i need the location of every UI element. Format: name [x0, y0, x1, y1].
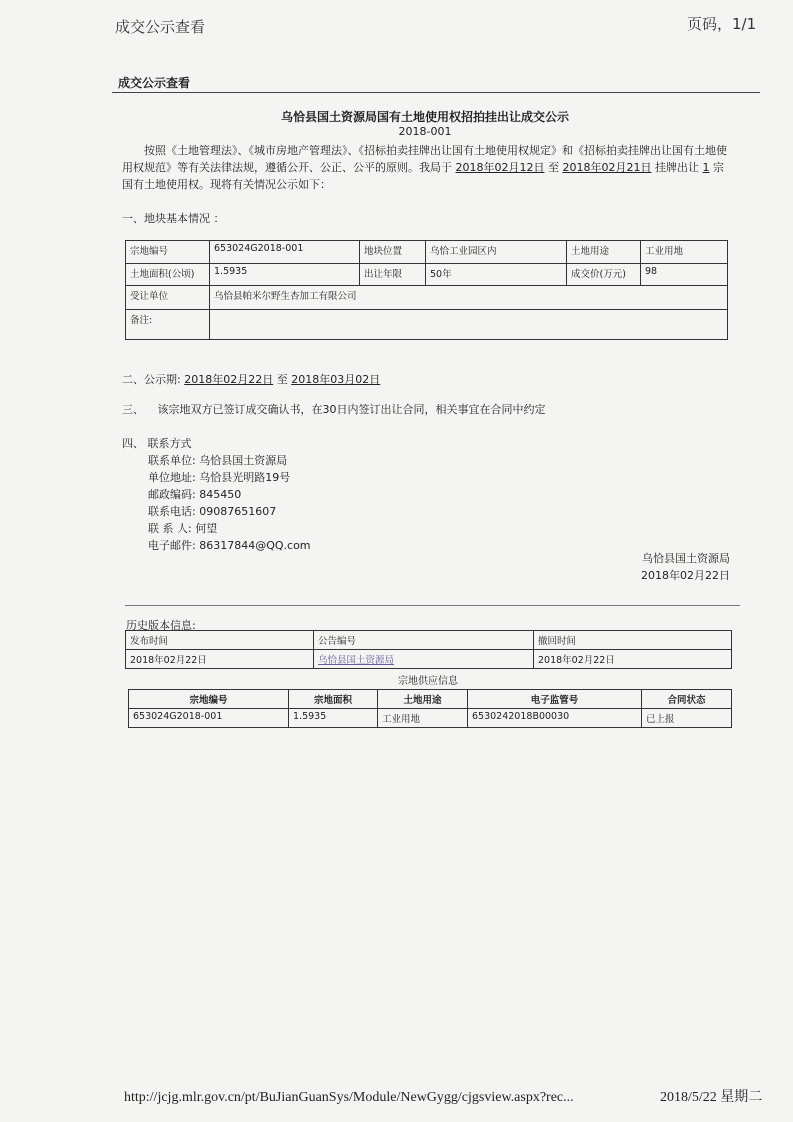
parcel-cell: 653024G2018-001 — [210, 241, 360, 264]
history-header: 发布时间 — [126, 631, 314, 650]
table-row — [129, 709, 732, 728]
contact-label: 邮政编码: — [148, 488, 196, 501]
intro-to: 至 — [548, 161, 559, 174]
contact-value: 乌恰县国土资源局 — [199, 454, 288, 467]
publicity-start-date: 2018年02月22日 — [184, 373, 274, 386]
supply-header: 宗地面积 — [289, 690, 378, 709]
contact-label: 联系电话: — [148, 505, 196, 518]
notice-link-text[interactable]: 乌恰县国土资源局 — [318, 655, 395, 666]
section2-to: 至 — [276, 373, 288, 386]
parcel-cell: 出让年限 — [360, 264, 426, 286]
supply-header: 电子监管号 — [468, 690, 642, 709]
parcel-cell — [210, 310, 728, 340]
contact-value: 乌恰县光明路19号 — [199, 471, 291, 484]
history-table — [125, 630, 732, 669]
signature-date: 2018年02月22日 — [641, 569, 730, 582]
history-cell: 2018年02月22日 — [126, 650, 314, 669]
section3-text: 该宗地双方已签订成交确认书，在30日内签订出让合同，相关事宜在合同中约定 — [157, 403, 546, 416]
signature-org: 乌恰县国土资源局 — [642, 552, 730, 565]
parcel-cell: 98 — [641, 264, 728, 286]
parcel-cell: 1.5935 — [210, 264, 360, 286]
parcel-cell: 工业用地 — [641, 241, 728, 264]
section3-number: 三、 — [122, 403, 144, 416]
intro-paragraph — [122, 142, 728, 193]
table-row — [126, 310, 728, 340]
intro-text-2: 挂牌出让 — [655, 161, 699, 174]
page-heading: 成交公示查看 — [118, 76, 191, 90]
table-row — [126, 631, 732, 650]
parcel-cell: 受让单位 — [126, 286, 210, 310]
history-divider — [125, 605, 740, 606]
supply-cell: 已上报 — [642, 709, 732, 728]
contact-list — [148, 452, 311, 554]
contact-row — [148, 520, 311, 537]
publicity-end-date: 2018年03月02日 — [291, 373, 381, 386]
section2-label: 二、公示期: — [122, 373, 181, 386]
contact-value: 09087651607 — [199, 505, 277, 518]
table-row — [129, 690, 732, 709]
contact-row — [148, 537, 311, 554]
table-row — [126, 241, 728, 264]
parcel-info-table — [125, 240, 728, 340]
parcel-cell: 乌恰县帕米尔野生杏加工有限公司 — [210, 286, 728, 310]
section4-heading: 四、 联系方式 — [122, 437, 192, 450]
parcel-cell: 50年 — [426, 264, 567, 286]
history-notice-link[interactable] — [314, 650, 534, 669]
parcel-cell: 宗地编号 — [126, 241, 210, 264]
print-header-page-number: 页码，1/1 — [687, 15, 757, 33]
parcel-cell: 土地面积(公顷) — [126, 264, 210, 286]
parcel-cell: 地块位置 — [360, 241, 426, 264]
table-row — [126, 264, 728, 286]
parcel-cell: 备注: — [126, 310, 210, 340]
contact-label: 联 系 人: — [148, 522, 192, 535]
notice-title: 乌恰县国土资源局国有土地使用权招拍挂出让成交公示 — [280, 110, 569, 124]
intro-text-3: 宗国有土地使用权。现将有关情况公示如下： — [122, 161, 724, 191]
contact-row — [148, 503, 311, 520]
contact-row — [148, 469, 311, 486]
parcel-cell: 土地用途 — [567, 241, 641, 264]
supply-header: 土地用途 — [378, 690, 468, 709]
supply-header: 合同状态 — [642, 690, 732, 709]
print-footer-datetime: 2018/5/22 星期二 — [660, 1090, 763, 1105]
section1-heading: 一、地块基本情况 ： — [122, 212, 225, 225]
supply-cell: 工业用地 — [378, 709, 468, 728]
contact-value: 845450 — [199, 488, 242, 501]
table-row — [126, 650, 732, 669]
contact-label: 联系单位: — [148, 454, 196, 467]
notice-number: 2018-001 — [398, 125, 452, 138]
contact-value: 何望 — [195, 522, 218, 535]
history-cell: 2018年02月22日 — [534, 650, 732, 669]
print-header-title: 成交公示查看 — [115, 18, 206, 36]
contact-row — [148, 452, 311, 469]
section3 — [122, 401, 546, 418]
section2-publicity-period — [122, 371, 380, 388]
print-footer-url: http://jcjg.mlr.gov.cn/pt/BuJianGuanSys/Module/NewGygg/cjgsview.aspx?rec... — [124, 1090, 574, 1105]
contact-label: 电子邮件: — [148, 539, 196, 552]
supply-cell: 6530242018B00030 — [468, 709, 642, 728]
contact-value: 86317844@QQ.com — [199, 539, 311, 552]
supply-caption: 宗地供应信息 — [398, 676, 458, 687]
history-header: 撤回时间 — [534, 631, 732, 650]
history-heading: 历史版本信息: — [126, 619, 196, 632]
supply-cell: 1.5935 — [289, 709, 378, 728]
intro-text-1: 按照《土地管理法》、《城市房地产管理法》、《招标拍卖挂牌出让国有土地使用权规定》和《招标拍卖挂牌出让国有土地使用权规范》等有关法律法规，遵循公开、公正、公平的原则。我局于 — [122, 144, 727, 174]
history-header: 公告编号 — [314, 631, 534, 650]
listing-end-date: 2018年02月21日 — [562, 161, 652, 174]
contact-row — [148, 486, 311, 503]
heading-divider — [112, 92, 760, 93]
supply-table — [128, 689, 732, 728]
supply-cell: 653024G2018-001 — [129, 709, 289, 728]
listing-start-date: 2018年02月12日 — [455, 161, 545, 174]
parcel-count: 1 — [702, 161, 710, 174]
contact-label: 单位地址: — [148, 471, 196, 484]
table-row — [126, 286, 728, 310]
parcel-cell: 乌恰工业园区内 — [426, 241, 567, 264]
supply-header: 宗地编号 — [129, 690, 289, 709]
parcel-cell: 成交价(万元) — [567, 264, 641, 286]
